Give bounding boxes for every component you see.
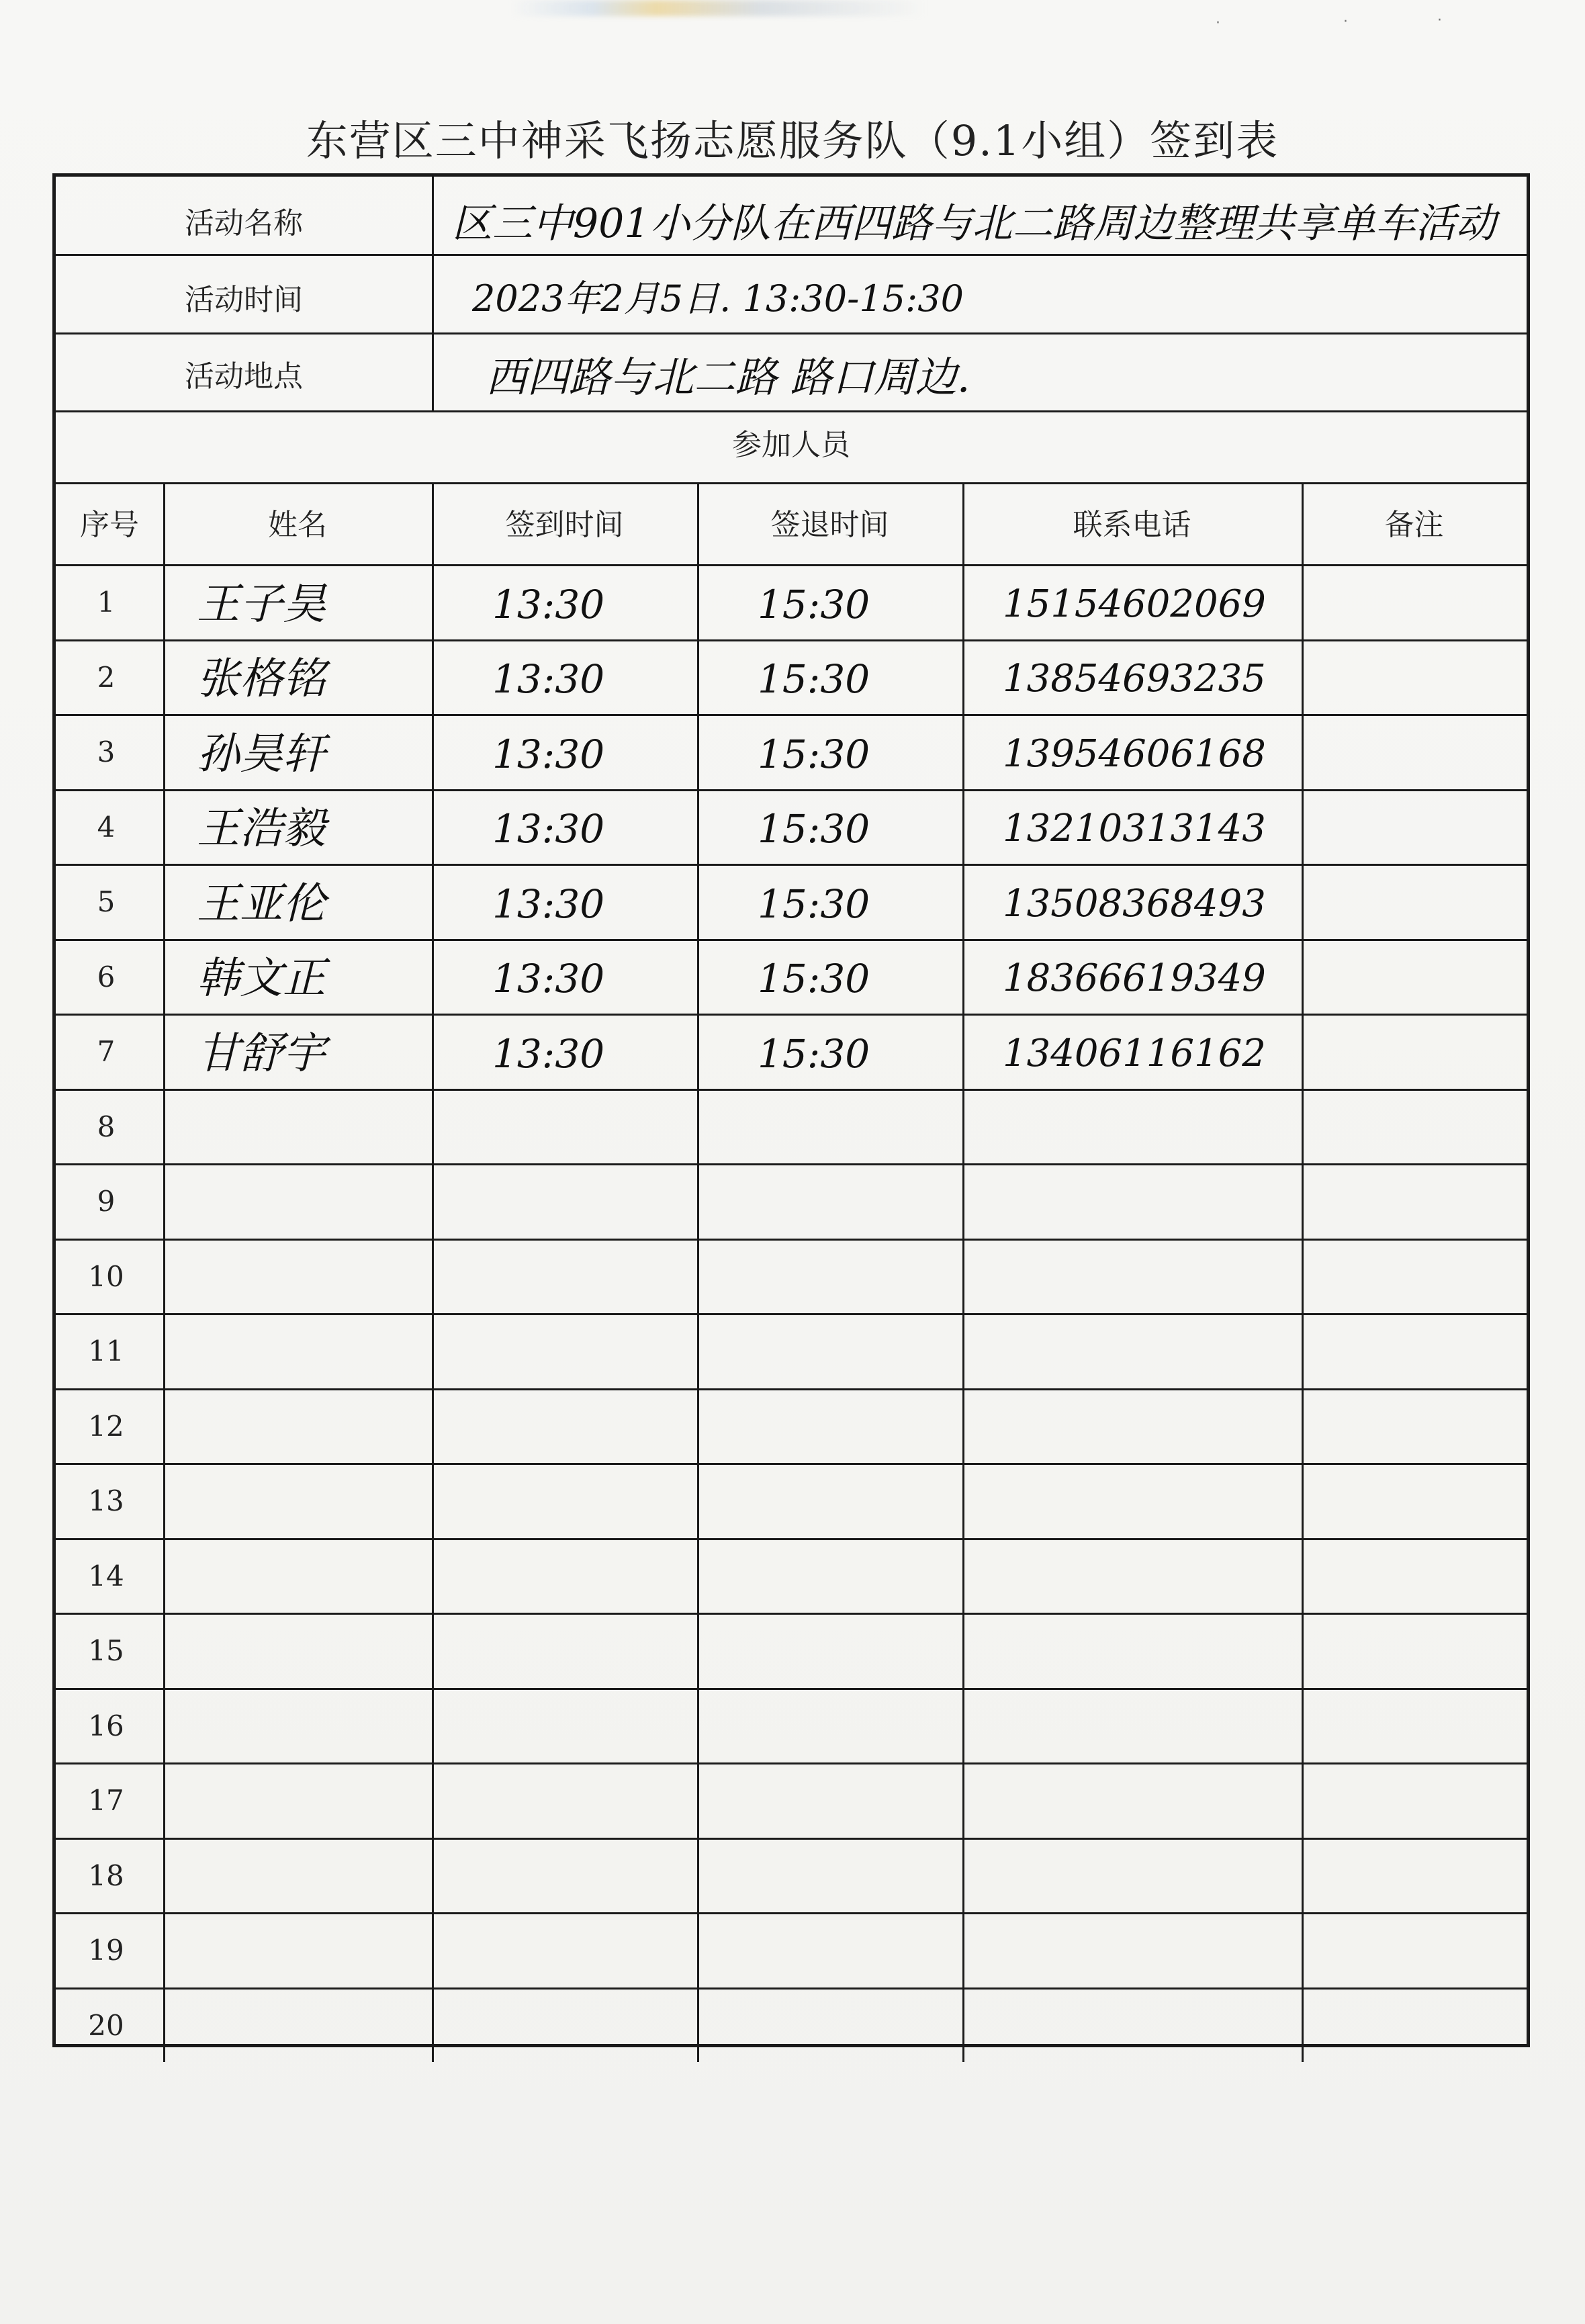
column-header: 备注 [1384, 508, 1444, 542]
column-header: 签退时间 [770, 508, 889, 542]
row-line [56, 1388, 1527, 1390]
activity-name-label: 活动名称 [185, 206, 303, 240]
cell-name: 王亚伦 [197, 879, 326, 929]
info-row-line [56, 254, 1527, 256]
column-line [697, 482, 699, 2062]
cell-name: 王子昊 [197, 579, 326, 629]
row-number: 6 [97, 960, 116, 993]
row-number: 10 [88, 1259, 124, 1293]
info-divider [432, 177, 434, 410]
cell-name: 韩文正 [197, 954, 326, 1004]
cell-in: 13:30 [492, 656, 605, 703]
row-line [56, 939, 1527, 941]
header-line [56, 564, 1527, 566]
cell-name: 王浩毅 [197, 804, 326, 854]
cell-phone: 13508368493 [1003, 881, 1266, 926]
row-number: 3 [97, 735, 116, 768]
column-header: 序号 [80, 508, 139, 542]
cell-out: 15:30 [758, 881, 870, 927]
cell-out: 15:30 [758, 656, 870, 703]
row-number: 2 [97, 660, 116, 694]
info-row-line [56, 410, 1527, 412]
cell-phone: 13210313143 [1003, 807, 1266, 851]
row-number: 16 [88, 1709, 124, 1742]
sign-in-table [52, 173, 1530, 2047]
row-line [56, 1762, 1527, 1764]
cell-out: 15:30 [758, 806, 870, 852]
row-line [56, 789, 1527, 791]
column-line [163, 482, 165, 2062]
row-line [56, 1163, 1527, 1165]
row-line [56, 1463, 1527, 1465]
row-number: 11 [88, 1335, 124, 1368]
cell-in: 13:30 [492, 806, 605, 852]
participants-row-line [56, 482, 1527, 484]
cell-name: 甘舒宇 [197, 1028, 326, 1079]
row-number: 14 [88, 1559, 124, 1593]
scan-speck: · [1437, 12, 1442, 29]
scan-speck: · [1343, 13, 1348, 30]
info-row-line [56, 332, 1527, 334]
row-number: 17 [88, 1784, 124, 1817]
cell-phone: 13406116162 [1003, 1031, 1266, 1075]
row-number: 7 [97, 1035, 116, 1068]
column-line [1302, 482, 1304, 2062]
row-line [56, 1014, 1527, 1016]
row-line [56, 1089, 1527, 1091]
row-number: 1 [97, 586, 116, 619]
row-number: 12 [88, 1409, 124, 1443]
cell-phone: 13854693235 [1003, 657, 1266, 701]
row-number: 4 [97, 810, 116, 844]
row-line [56, 1613, 1527, 1615]
row-number: 18 [88, 1859, 124, 1892]
row-line [56, 1688, 1527, 1690]
row-line [56, 1239, 1527, 1241]
column-header: 姓名 [268, 508, 327, 542]
row-number: 20 [88, 2008, 124, 2042]
row-number: 19 [88, 1934, 124, 1967]
cell-out: 15:30 [758, 731, 870, 777]
cell-phone: 13954606168 [1003, 731, 1266, 776]
cell-in: 13:30 [492, 881, 605, 927]
activity-time-label: 活动时间 [185, 283, 303, 317]
column-header: 联系电话 [1073, 508, 1191, 542]
row-line [56, 1313, 1527, 1315]
column-line [432, 482, 434, 2062]
row-number: 8 [97, 1110, 116, 1143]
cell-in: 13:30 [492, 731, 605, 777]
cell-out: 15:30 [758, 581, 870, 627]
page-title: 东营区三中神采飞扬志愿服务队（9.1小组）签到表 [306, 116, 1279, 165]
cell-in: 13:30 [492, 1030, 605, 1077]
column-line [962, 482, 964, 2062]
cell-name: 张格铭 [197, 654, 326, 705]
row-line [56, 1912, 1527, 1914]
cell-in: 13:30 [492, 581, 605, 627]
cell-phone: 18366619349 [1003, 956, 1266, 1001]
activity-name-value: 区三中901小分队在西四路与北二路周边整理共享单车活动 [452, 200, 1496, 247]
row-line [56, 714, 1527, 716]
row-line [56, 864, 1527, 866]
activity-place-label: 活动地点 [185, 359, 303, 394]
cell-out: 15:30 [758, 956, 870, 1002]
cell-phone: 15154602069 [1003, 582, 1266, 626]
row-line [56, 639, 1527, 641]
row-line [56, 1987, 1527, 1990]
row-number: 13 [88, 1484, 124, 1517]
column-header: 签到时间 [505, 508, 624, 542]
row-number: 5 [97, 885, 116, 918]
cell-out: 15:30 [758, 1030, 870, 1077]
row-line [56, 1838, 1527, 1840]
row-number: 15 [88, 1634, 124, 1667]
activity-place-value: 西四路与北二路 路口周边. [486, 353, 970, 402]
participants-label: 参加人员 [732, 428, 850, 462]
scan-speck: · [1216, 15, 1220, 32]
activity-time-value: 2023年2月5日. 13:30-15:30 [472, 277, 964, 320]
row-number: 9 [97, 1185, 116, 1218]
scan-smudge [510, 0, 927, 16]
cell-in: 13:30 [492, 956, 605, 1002]
row-line [56, 1538, 1527, 1540]
cell-name: 孙昊轩 [197, 729, 326, 779]
